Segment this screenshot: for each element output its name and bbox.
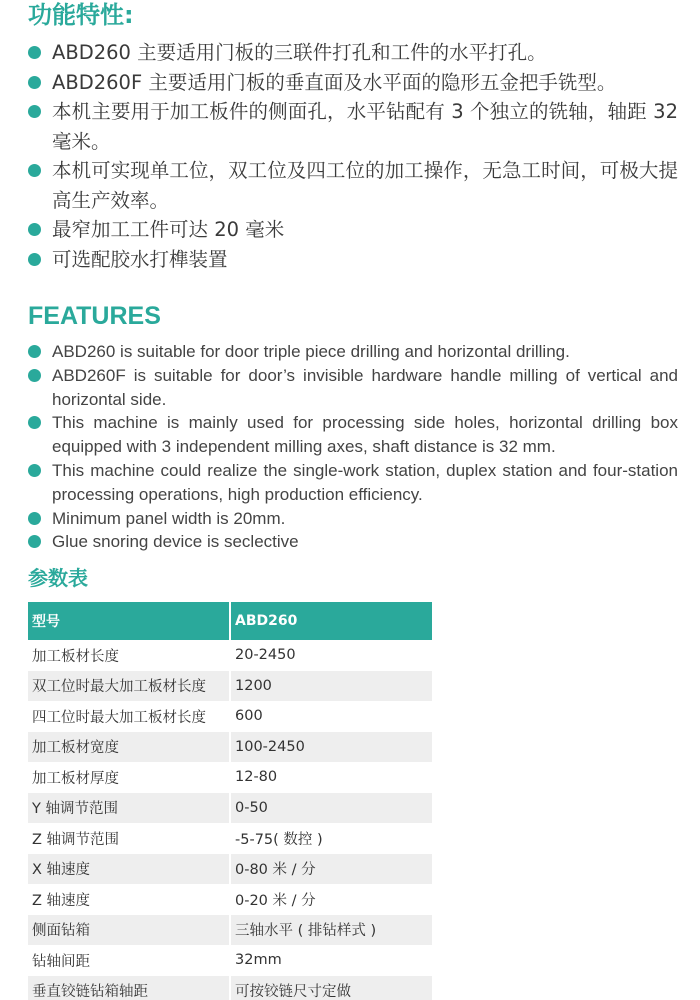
spec-param-cell: Z 轴速度 <box>28 884 230 915</box>
spec-param-cell: 四工位时最大加工板材长度 <box>28 701 230 732</box>
feature-item-cn <box>28 215 678 245</box>
bullet-dot-icon <box>28 46 41 59</box>
spec-param-cell: 侧面钻箱 <box>28 915 230 946</box>
features-list-en <box>28 340 678 554</box>
table-row <box>28 701 432 732</box>
feature-text-cn: ABD260F 主要适用门板的垂直面及水平面的隐形五金把手铣型。 <box>52 70 617 94</box>
feature-text-en: ABD260 is suitable for door triple piece drilling and horizontal drilling. <box>52 342 570 361</box>
table-row <box>28 884 432 915</box>
feature-item-cn <box>28 68 678 98</box>
spec-value-cell: -5-75( 数控 ) <box>230 823 432 854</box>
spec-param-cell: 垂直铰链钻箱轴距 <box>28 976 230 1000</box>
spec-param-cell: 加工板材长度 <box>28 640 230 671</box>
bullet-dot-icon <box>28 223 41 236</box>
feature-item-cn <box>28 38 678 68</box>
feature-text-en: This machine could realize the single-work station, duplex station and four-station processing operations, high production efficiency. <box>52 460 678 504</box>
feature-item-cn <box>28 245 678 275</box>
feature-item-en <box>28 459 678 507</box>
features-heading-cn: 功能特性: <box>28 1 134 29</box>
spec-value-cell: 三轴水平 ( 排钻样式 ) <box>230 915 432 946</box>
table-row <box>28 915 432 946</box>
feature-item-cn <box>28 97 678 156</box>
feature-text-en: This machine is mainly used for processing side holes, horizontal drilling box equipped with 3 independent milling axes, shaft distance is 32 mm. <box>52 413 678 457</box>
table-row <box>28 976 432 1000</box>
spec-param-cell: Z 轴调节范围 <box>28 823 230 854</box>
spec-param-cell: X 轴速度 <box>28 854 230 885</box>
feature-item-cn <box>28 156 678 215</box>
table-row <box>28 823 432 854</box>
spec-param-cell: 加工板材厚度 <box>28 762 230 793</box>
bullet-dot-icon <box>28 345 41 358</box>
spec-value-cell: 0-80 米 / 分 <box>230 854 432 885</box>
table-row <box>28 640 432 671</box>
feature-text-cn: 本机可实现单工位，双工位及四工位的加工操作，无急工时间，可极大提高生产效率。 <box>52 159 678 212</box>
feature-text-en: Glue snoring device is seclective <box>52 532 299 552</box>
features-list-cn <box>28 38 678 274</box>
spec-value-cell: 0-20 米 / 分 <box>230 884 432 915</box>
spec-value-cell: 12-80 <box>230 762 432 793</box>
feature-text-cn: 最窄加工工件可达 20 毫米 <box>52 218 285 241</box>
spec-table-header-row <box>28 602 432 640</box>
spec-value-cell: 600 <box>230 701 432 732</box>
bullet-dot-icon <box>28 253 41 266</box>
feature-item-en <box>28 507 678 531</box>
bullet-dot-icon <box>28 535 41 548</box>
feature-text-cn: ABD260 主要适用门板的三联件打孔和工件的水平打孔。 <box>52 41 547 64</box>
table-row <box>28 732 432 763</box>
bullet-dot-icon <box>28 105 41 118</box>
spec-value-cell: 20-2450 <box>230 640 432 671</box>
spec-header-model: 型号 <box>28 602 230 640</box>
feature-item-en <box>28 411 678 459</box>
spec-value-cell: 32mm <box>230 945 432 976</box>
bullet-dot-icon <box>28 512 41 525</box>
spec-value-cell: 可按铰链尺寸定做 <box>230 976 432 1000</box>
spec-value-cell: 100-2450 <box>230 732 432 763</box>
feature-item-en <box>28 340 678 364</box>
spec-param-cell: Y 轴调节范围 <box>28 793 230 824</box>
table-row <box>28 762 432 793</box>
spec-table-heading: 参数表 <box>28 566 88 590</box>
table-row <box>28 945 432 976</box>
feature-text-cn: 本机主要用于加工板件的侧面孔，水平钻配有 3 个独立的铣轴，轴距 32 毫米。 <box>52 100 678 153</box>
feature-item-en <box>28 530 678 554</box>
features-heading-en: FEATURES <box>28 302 161 330</box>
spec-table <box>28 602 432 1000</box>
feature-text-cn: 可选配胶水打榫装置 <box>52 247 228 271</box>
table-row <box>28 671 432 702</box>
spec-param-cell: 双工位时最大加工板材长度 <box>28 671 230 702</box>
bullet-dot-icon <box>28 416 41 429</box>
table-row <box>28 793 432 824</box>
bullet-dot-icon <box>28 76 41 89</box>
bullet-dot-icon <box>28 369 41 382</box>
feature-text-en: Minimum panel width is 20mm. <box>52 508 286 528</box>
feature-item-en <box>28 364 678 412</box>
spec-value-cell: 1200 <box>230 671 432 702</box>
feature-text-en: ABD260F is suitable for door’s invisible hardware handle milling of vertical and horizontal side. <box>52 365 678 409</box>
spec-value-cell: 0-50 <box>230 793 432 824</box>
spec-header-value: ABD260 <box>230 602 432 640</box>
spec-param-cell: 加工板材宽度 <box>28 732 230 763</box>
spec-param-cell: 钻轴间距 <box>28 945 230 976</box>
bullet-dot-icon <box>28 164 41 177</box>
bullet-dot-icon <box>28 464 41 477</box>
table-row <box>28 854 432 885</box>
